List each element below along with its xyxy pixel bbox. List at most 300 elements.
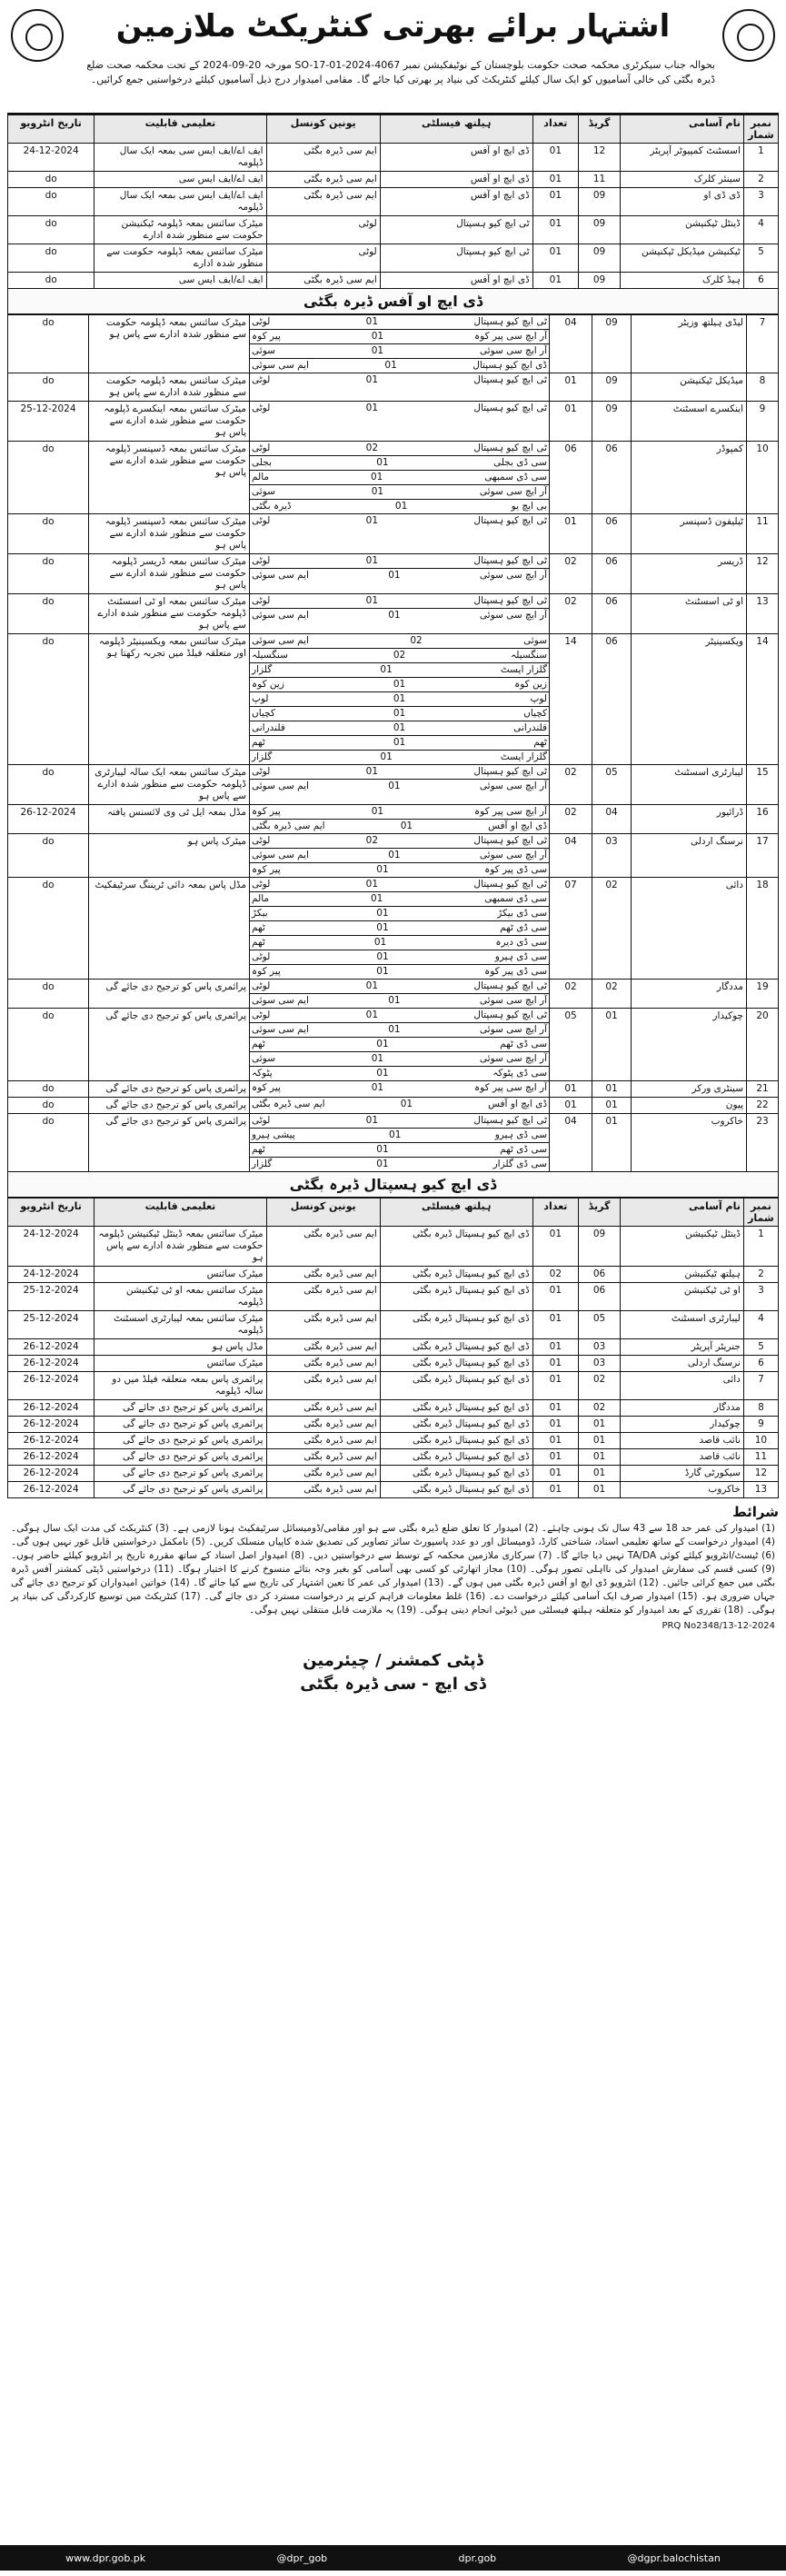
health-facility: سی ڈی گلزار xyxy=(492,1159,547,1169)
health-facility: آر ایچ سی پیر کوہ xyxy=(474,331,547,342)
post-count: 01 xyxy=(532,244,578,273)
health-facility: ڈی ایچ کیو ہسپتال ڈیرہ بگٹی xyxy=(380,1466,532,1482)
table-row xyxy=(8,1417,779,1433)
col-count: تعداد xyxy=(532,1198,578,1227)
intro-text: بحوالہ جناب سیکرٹری محکمہ صحت حکومت بلوچستان کے نوٹیفکیشن نمبر SO-17-01-2024-4067 مورخہ 20-09-2024 کے تحت محکمہ صحت ضلع ڈیرہ بگٹی کی خالی آسامیوں کو ایک سال کیلئے کنٹریکٹ کی بنیاد پر بھرتی کیا جائے گا۔ مقامی امیدوار درج ذیل آسامیوں کیلئے درخواستیں جمع کرائیں۔ xyxy=(86,59,715,85)
table-row xyxy=(8,805,779,834)
union-council: لوٹی xyxy=(252,835,271,846)
grade: 06 xyxy=(592,594,632,634)
union-council: سوئی xyxy=(252,486,275,497)
row-number: 8 xyxy=(743,1400,778,1417)
post-name: ڈینٹل ٹیکنیشن xyxy=(621,1227,744,1267)
col-union-council: یونین کونسل xyxy=(266,1198,380,1227)
allocation-count: 01 xyxy=(380,664,393,675)
grade: 05 xyxy=(579,1311,621,1339)
union-council: لوٹی xyxy=(252,951,271,962)
union-council: بجلی xyxy=(252,457,272,468)
union-council: ایم سی سوئی xyxy=(252,781,309,791)
post-name: نرسنگ اردلی xyxy=(621,1356,744,1372)
interview-date: 26-12-2024 xyxy=(8,1466,95,1482)
table-row xyxy=(8,1372,779,1400)
allocation-list xyxy=(250,554,550,594)
allocation-row xyxy=(250,1158,549,1171)
health-facility: آر ایچ سی پیر کوہ xyxy=(474,1082,547,1093)
grade: 02 xyxy=(592,980,632,1009)
union-council: پیشی ہیرو xyxy=(252,1129,295,1140)
union-council: پیر کوہ xyxy=(252,864,281,875)
allocation-row xyxy=(250,1129,549,1143)
union-council: ٹھم xyxy=(252,937,265,948)
allocation-row xyxy=(250,950,549,965)
interview-date: do xyxy=(8,554,89,594)
grade: 02 xyxy=(579,1372,621,1400)
allocation-row xyxy=(250,1052,549,1067)
allocation-row xyxy=(250,707,549,721)
grade: 12 xyxy=(579,144,621,172)
health-facility: ڈی ایچ او آفس xyxy=(488,821,547,831)
allocation-row xyxy=(250,994,549,1008)
health-facility: ڈی ایچ کیو ہسپتال ڈیرہ بگٹی xyxy=(380,1339,532,1356)
allocation-row xyxy=(250,442,549,456)
allocation-count: 01 xyxy=(388,1024,401,1035)
allocation-count: 01 xyxy=(365,555,379,566)
interview-date: do xyxy=(8,172,95,188)
post-name: ڈریسر xyxy=(632,554,747,594)
qualification: پرائمری پاس کو ترجیح دی جائے گی xyxy=(95,1449,266,1466)
health-facility: ٹی ایچ کیو ہسپتال xyxy=(380,216,532,244)
union-council: قلندرانی xyxy=(252,722,285,733)
health-facility: سی ڈی پیر کوہ xyxy=(484,864,547,875)
table-row xyxy=(8,1449,779,1466)
row-number: 7 xyxy=(743,1372,778,1400)
post-name: ویکسینیٹر xyxy=(632,634,747,765)
post-count: 02 xyxy=(550,554,592,594)
post-name: جنریٹر آپریٹر xyxy=(621,1339,744,1356)
allocation-row xyxy=(250,1023,549,1038)
row-number: 13 xyxy=(743,1482,778,1498)
union-council: سنگسیلہ xyxy=(252,650,288,661)
allocation-count: 01 xyxy=(373,937,387,948)
signature-block xyxy=(257,1649,530,1696)
allocation-count: 01 xyxy=(365,374,379,385)
post-count: 04 xyxy=(550,834,592,878)
allocation-row xyxy=(250,594,549,609)
post-name: خاکروب xyxy=(632,1114,747,1172)
allocation-count: 01 xyxy=(376,1144,389,1155)
allocation-count: 01 xyxy=(365,403,379,413)
allocation-count: 01 xyxy=(393,737,406,748)
row-number: 2 xyxy=(743,172,778,188)
health-facility: سی ڈی ہیرو xyxy=(494,951,547,962)
post-name: ٹیکنیشن میڈیکل ٹیکنیشن xyxy=(621,244,744,273)
table-row xyxy=(8,1400,779,1417)
qualification: میٹرک سائنس بمعہ ڈسپنسر ڈپلومہ حکومت سے منظور شدہ ادارے سے پاس ہو xyxy=(89,442,250,514)
row-number: 5 xyxy=(743,1339,778,1356)
union-council: لوپ xyxy=(252,693,269,704)
row-number: 11 xyxy=(743,1449,778,1466)
post-name: لیڈی ہیلتھ وزیٹر xyxy=(632,315,747,373)
allocation-count: 01 xyxy=(394,501,408,512)
union-council: ایم سی ڈیرہ بگٹی xyxy=(266,1449,380,1466)
allocation-count: 01 xyxy=(371,486,384,497)
health-facility: سی ڈی بیکڑ xyxy=(497,908,547,919)
post-name: خاکروب xyxy=(621,1482,744,1498)
interview-date: 26-12-2024 xyxy=(8,1400,95,1417)
post-name: مددگار xyxy=(632,980,747,1009)
allocation-list xyxy=(250,805,550,834)
interview-date: do xyxy=(8,273,95,289)
health-facility: آر ایچ سی سوئی xyxy=(479,610,547,621)
row-number: 15 xyxy=(747,765,779,805)
allocation-row xyxy=(250,892,549,907)
allocation-row xyxy=(250,330,549,344)
interview-date: 24-12-2024 xyxy=(8,1267,95,1283)
allocation-row xyxy=(250,609,549,622)
grade: 06 xyxy=(592,634,632,765)
qualification: میٹرک سائنس بمعہ ڈپلومہ حکومت سے منظور شدہ ادارے سے پاس ہو xyxy=(89,315,250,373)
post-count: 04 xyxy=(550,1114,592,1172)
interview-date: do xyxy=(8,315,89,373)
allocation-count: 01 xyxy=(400,1099,413,1109)
health-facility: گلزار ایسٹ xyxy=(500,664,547,675)
allocation-count: 01 xyxy=(376,1159,389,1169)
qualification: پرائمری پاس کو ترجیح دی جائے گی xyxy=(89,1098,250,1114)
union-council: ایم سی ڈیرہ بگٹی xyxy=(266,273,380,289)
table-row xyxy=(8,1114,779,1172)
health-facility: ٹی ایچ کیو ہسپتال xyxy=(473,980,547,991)
table-row xyxy=(8,1356,779,1372)
health-facility: آر ایچ سی سوئی xyxy=(479,781,547,791)
grade: 06 xyxy=(592,554,632,594)
grade: 09 xyxy=(592,315,632,373)
table-row xyxy=(8,244,779,273)
union-council: ایم سی سوئی xyxy=(252,360,309,371)
table-row xyxy=(8,765,779,805)
government-seal-icon xyxy=(11,9,64,62)
allocation-count: 01 xyxy=(376,908,389,919)
row-number: 6 xyxy=(743,1356,778,1372)
health-facility: سی ڈی دیرہ xyxy=(495,937,547,948)
post-name: نائب قاصد xyxy=(621,1449,744,1466)
allocation-row xyxy=(250,692,549,707)
post-count: 01 xyxy=(550,373,592,402)
qualification: میٹرک سائنس بمعہ ڈینٹل ٹیکنیشن ڈپلومہ حکومت سے منظور شدہ ادارے سے پاس ہو xyxy=(95,1227,266,1267)
table-row xyxy=(8,1433,779,1449)
allocation-row xyxy=(250,751,549,764)
health-facility: ٹی ایچ کیو ہسپتال xyxy=(473,443,547,453)
table2-header-row xyxy=(8,1198,779,1227)
table-row xyxy=(8,1482,779,1498)
allocation-row xyxy=(250,721,549,736)
post-count: 01 xyxy=(532,1339,578,1356)
union-council: سوئی xyxy=(252,1053,275,1064)
allocation-list xyxy=(250,594,550,634)
health-facility: ٹی ایچ کیو ہسپتال xyxy=(473,515,547,526)
table-row xyxy=(8,402,779,442)
health-facility: آر ایچ سی سوئی xyxy=(479,345,547,356)
health-facility: آر ایچ سی سوئی xyxy=(479,995,547,1006)
allocation-count: 01 xyxy=(365,879,379,890)
union-council: پیر کوہ xyxy=(252,331,281,342)
col-qualification: تعلیمی قابلیت xyxy=(95,1198,266,1227)
interview-date: 26-12-2024 xyxy=(8,1449,95,1466)
health-facility: سی ڈی بجلی xyxy=(492,457,547,468)
qualification: مڈل بمعہ ایل ٹی وی لائسنس یافتہ xyxy=(89,805,250,834)
qualification: میٹرک سائنس بمعہ ڈسپنسر ڈپلومہ حکومت سے منظور شدہ ادارے سے پاس ہو xyxy=(89,514,250,554)
qualification: پرائمری پاس کو ترجیح دی جائے گی xyxy=(89,1009,250,1081)
health-facility: ڈی ایچ کیو ہسپتال ڈیرہ بگٹی xyxy=(380,1356,532,1372)
allocation-row xyxy=(250,1143,549,1158)
allocation-list xyxy=(250,634,550,765)
grade: 06 xyxy=(579,1283,621,1311)
qualification: میٹرک سائنس بمعہ لیبارٹری اسسٹنٹ ڈپلومہ xyxy=(95,1311,266,1339)
union-council: ایم سی سوئی xyxy=(252,1024,309,1035)
union-council: ایم سی سوئی xyxy=(252,570,309,581)
row-number: 5 xyxy=(743,244,778,273)
row-number: 3 xyxy=(743,188,778,216)
allocation-row xyxy=(250,554,549,569)
health-facility: آر ایچ سی سوئی xyxy=(479,570,547,581)
post-count: 01 xyxy=(532,1400,578,1417)
table-row xyxy=(8,1311,779,1339)
allocation-count: 01 xyxy=(388,610,401,621)
union-council: ایم سی ڈیرہ بگٹی xyxy=(266,1339,380,1356)
allocation-row xyxy=(250,569,549,582)
row-number: 1 xyxy=(743,1227,778,1267)
post-name: میڈیکل ٹیکنیشن xyxy=(632,373,747,402)
union-council: ایم سی ڈیرہ بگٹی xyxy=(252,821,325,831)
allocation-row xyxy=(250,936,549,950)
post-count: 01 xyxy=(532,1227,578,1267)
union-council: ایم سی ڈیرہ بگٹی xyxy=(266,1400,380,1417)
interview-date: do xyxy=(8,1114,89,1172)
qualification: میٹرک پاس ہو xyxy=(89,834,250,878)
qualification: پرائمری پاس کو ترجیح دی جائے گی xyxy=(95,1400,266,1417)
union-council: ایم سی ڈیرہ بگٹی xyxy=(266,1417,380,1433)
col-union-council: یونین کونسل xyxy=(266,115,380,144)
grade: 01 xyxy=(579,1482,621,1498)
table-row xyxy=(8,216,779,244)
table-row xyxy=(8,878,779,980)
health-facility: سوئی xyxy=(523,635,547,646)
col-health-facility: ہیلتھ فیسلٹی xyxy=(380,1198,532,1227)
col-post: نام آسامی xyxy=(621,115,744,144)
section-title-dho: ڈی ایچ او آفس ڈیرہ بگٹی xyxy=(7,289,779,314)
footer-twitter-link[interactable]: @dpr_gob xyxy=(276,2551,328,2564)
row-number: 8 xyxy=(747,373,779,402)
health-facility: ڈی ایچ کیو ہسپتال ڈیرہ بگٹی xyxy=(380,1267,532,1283)
grade: 06 xyxy=(579,1267,621,1283)
allocation-row xyxy=(250,863,549,877)
footer-facebook-link[interactable]: @dgpr.balochistan xyxy=(627,2551,721,2564)
row-number: 13 xyxy=(747,594,779,634)
health-facility: ڈی ایچ کیو ہسپتال ڈیرہ بگٹی xyxy=(380,1227,532,1267)
health-facility: آر ایچ سی پیر کوہ xyxy=(474,806,547,817)
table-row xyxy=(8,834,779,878)
row-number: 22 xyxy=(747,1098,779,1114)
health-facility: ڈی ایچ کیو ہسپتال ڈیرہ بگٹی xyxy=(380,1482,532,1498)
allocation-count: 01 xyxy=(365,595,379,606)
qualification: پرائمری پاس بمعہ متعلقہ فیلڈ میں دو سالہ ڈپلومہ xyxy=(95,1372,266,1400)
allocation-row xyxy=(250,456,549,471)
health-facility: آر ایچ سی سوئی xyxy=(479,850,547,860)
allocation-count: 02 xyxy=(393,650,406,661)
allocation-row xyxy=(250,315,549,330)
signature-line2: ڈی ایچ - سی ڈیرہ بگٹی xyxy=(300,1675,486,1694)
health-facility: ٹی ایچ کیو ہسپتال xyxy=(473,555,547,566)
allocation-row xyxy=(250,373,549,387)
col-count: تعداد xyxy=(532,115,578,144)
allocation-list xyxy=(250,1114,550,1172)
allocation-count: 01 xyxy=(393,722,406,733)
post-name: او ٹی ٹیکنیشن xyxy=(621,1283,744,1311)
health-facility: سی ڈی سمبھی xyxy=(484,893,547,904)
allocation-list xyxy=(250,1009,550,1081)
post-count: 01 xyxy=(532,1356,578,1372)
post-count: 01 xyxy=(532,172,578,188)
allocation-row xyxy=(250,663,549,678)
health-facility: گلزار ایسٹ xyxy=(500,751,547,762)
grade: 09 xyxy=(579,273,621,289)
health-facility: ٹی ایچ کیو ہسپتال xyxy=(473,403,547,413)
union-council: ایم سی ڈیرہ بگٹی xyxy=(266,1433,380,1449)
union-council: پیر کوہ xyxy=(252,806,281,817)
union-council: ایم سی ڈیرہ بگٹی xyxy=(266,188,380,216)
table-row xyxy=(8,1081,779,1098)
union-council: ٹھم xyxy=(252,1039,265,1049)
health-facility: کچیاں xyxy=(523,708,547,719)
union-council: لوٹی xyxy=(252,1115,271,1126)
union-council: لوٹی xyxy=(252,555,271,566)
post-count: 01 xyxy=(532,1466,578,1482)
col-no: نمبر شمار xyxy=(743,1198,778,1227)
allocation-row xyxy=(250,485,549,500)
allocation-list xyxy=(250,878,550,980)
col-health-facility: ہیلتھ فیسلٹی xyxy=(380,115,532,144)
qualification: ایف اے/ایف ایس سی xyxy=(95,172,266,188)
post-name: سینٹری ورکر xyxy=(632,1081,747,1098)
row-number: 23 xyxy=(747,1114,779,1172)
post-name: لیبارٹری اسسٹنٹ xyxy=(632,765,747,805)
allocation-row xyxy=(250,907,549,921)
allocation-count: 01 xyxy=(365,1010,379,1020)
allocation-count: 02 xyxy=(410,635,423,646)
allocation-count: 01 xyxy=(384,360,397,371)
allocation-count: 01 xyxy=(376,457,389,468)
allocation-row xyxy=(250,1081,549,1095)
allocation-row xyxy=(250,980,549,994)
table-row xyxy=(8,1267,779,1283)
union-council: ٹھم xyxy=(252,737,265,748)
qualification: پرائمری پاس کو ترجیح دی جائے گی xyxy=(89,980,250,1009)
grade: 04 xyxy=(592,805,632,834)
grade: 01 xyxy=(579,1466,621,1482)
interview-date: do xyxy=(8,878,89,980)
interview-date: 25-12-2024 xyxy=(8,1311,95,1339)
interview-date: 24-12-2024 xyxy=(8,1227,95,1267)
health-facility: سنگسیلہ xyxy=(511,650,547,661)
row-number: 9 xyxy=(743,1417,778,1433)
allocation-row xyxy=(250,820,549,833)
post-count: 05 xyxy=(550,1009,592,1081)
row-number: 20 xyxy=(747,1009,779,1081)
allocation-row xyxy=(250,1038,549,1052)
interview-date: 26-12-2024 xyxy=(8,805,89,834)
allocation-count: 01 xyxy=(388,570,401,581)
grade: 02 xyxy=(579,1400,621,1417)
union-council: ایم سی ڈیرہ بگٹی xyxy=(266,1356,380,1372)
table-row xyxy=(8,1339,779,1356)
row-number: 21 xyxy=(747,1081,779,1098)
qualification: مڈل پاس ہو xyxy=(95,1339,266,1356)
table1b xyxy=(7,314,779,1172)
row-number: 10 xyxy=(747,442,779,514)
post-name: دائی xyxy=(632,878,747,980)
health-facility: ٹی ایچ کیو ہسپتال xyxy=(473,1010,547,1020)
union-council: لوٹی xyxy=(252,443,271,453)
allocation-list xyxy=(250,834,550,878)
grade: 09 xyxy=(579,1227,621,1267)
union-council: ایم سی ڈیرہ بگٹی xyxy=(266,1372,380,1400)
allocation-row xyxy=(250,344,549,359)
grade: 05 xyxy=(592,765,632,805)
allocation-count: 01 xyxy=(393,708,406,719)
allocation-row xyxy=(250,965,549,979)
qualification: پرائمری پاس کو ترجیح دی جائے گی xyxy=(95,1482,266,1498)
allocation-row xyxy=(250,1114,549,1129)
row-number: 4 xyxy=(743,1311,778,1339)
interview-date: do xyxy=(8,594,89,634)
col-grade: گریڈ xyxy=(579,115,621,144)
union-council: لوٹی xyxy=(266,244,380,273)
qualification: ایف اے/ایف ایس سی بمعہ ایک سال ڈپلومہ xyxy=(95,188,266,216)
footer-website-link[interactable]: www.dpr.gob.pk xyxy=(65,2551,146,2564)
interview-date: do xyxy=(8,442,89,514)
allocation-row xyxy=(250,514,549,528)
row-number: 2 xyxy=(743,1267,778,1283)
allocation-count: 01 xyxy=(376,1068,389,1079)
col-post: نام آسامی xyxy=(621,1198,744,1227)
row-number: 17 xyxy=(747,834,779,878)
qualification: پرائمری پاس کو ترجیح دی جائے گی xyxy=(89,1081,250,1098)
post-count: 06 xyxy=(550,442,592,514)
allocation-list xyxy=(250,514,550,554)
header xyxy=(7,5,779,114)
union-council: گلزار xyxy=(252,664,273,675)
row-number: 4 xyxy=(743,216,778,244)
prq-number: PRQ No2348/13-12-2024 xyxy=(662,1621,775,1631)
health-facility: سی ڈی سمبھی xyxy=(484,472,547,482)
interview-date: 26-12-2024 xyxy=(8,1482,95,1498)
health-facility: ٹی ایچ کیو ہسپتال xyxy=(473,595,547,606)
table-header-row xyxy=(8,115,779,144)
union-council: ایم سی سوئی xyxy=(252,635,309,646)
health-facility: ٹی ایچ کیو ہسپتال xyxy=(473,374,547,385)
grade: 06 xyxy=(592,442,632,514)
qualification: میٹرک سائنس بمعہ ڈریسر ڈپلومہ حکومت سے منظور شدہ ادارے سے پاس ہو xyxy=(89,554,250,594)
footer-instagram-link[interactable]: dpr.gob xyxy=(458,2551,497,2564)
grade: 01 xyxy=(579,1417,621,1433)
allocation-list xyxy=(250,373,550,402)
post-name: او ٹی اسسٹنٹ xyxy=(632,594,747,634)
health-facility: ڈی ایچ کیو ہسپتال ڈیرہ بگٹی xyxy=(380,1417,532,1433)
post-count: 01 xyxy=(550,1098,592,1114)
allocation-count: 02 xyxy=(365,443,379,453)
post-name: سیکورٹی گارڈ xyxy=(621,1466,744,1482)
health-facility: قلندرانی xyxy=(513,722,547,733)
grade: 01 xyxy=(579,1433,621,1449)
col-qualification: تعلیمی قابلیت xyxy=(95,115,266,144)
